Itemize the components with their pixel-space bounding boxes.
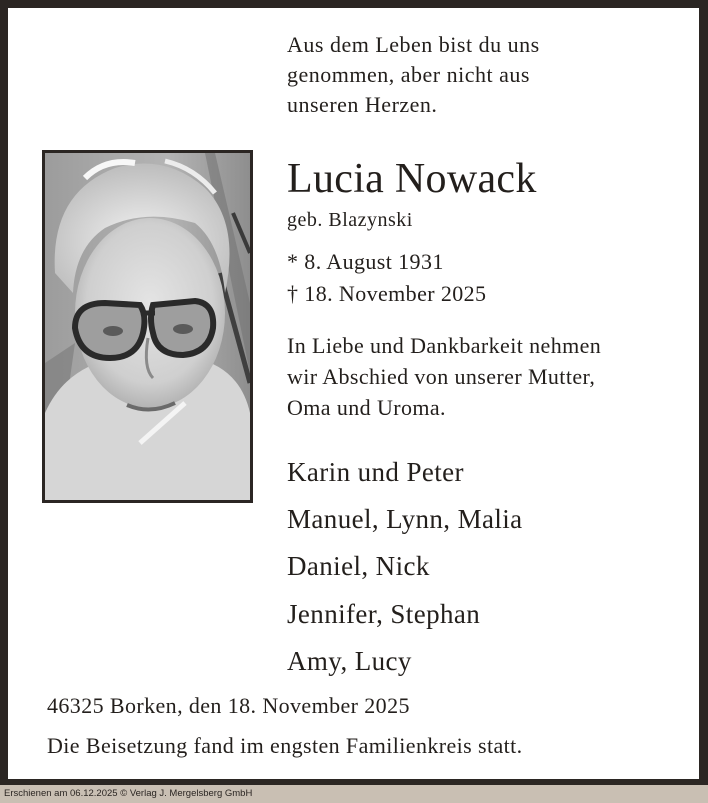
memorial-motto [287,30,540,120]
maiden-name: geb. Blazynski [287,209,413,231]
burial-note: Die Beisetzung fand im engsten Familienkreis statt. [47,733,523,758]
motto-line: Aus dem Leben bist du uns [287,32,540,57]
death-date: † 18. November 2025 [287,281,487,306]
birth-date: * 8. August 1931 [287,249,444,274]
publication-footer: Erschienen am 06.12.2025 © Verlag J. Mergelsberg GmbH [4,788,253,799]
deceased-name: Lucia Nowack [287,156,537,202]
mourners-list [287,449,523,685]
life-dates [287,246,486,310]
motto-line: unseren Herzen. [287,92,438,117]
farewell-line: wir Abschied von unserer Mutter, [287,364,596,389]
farewell-text [287,330,601,423]
mourner-entry: Daniel, Nick [287,551,430,582]
place-and-date: 46325 Borken, den 18. November 2025 [47,693,410,718]
notice-paper [8,8,699,779]
motto-line: genommen, aber nicht aus [287,62,530,87]
farewell-line: In Liebe und Dankbarkeit nehmen [287,333,602,358]
mourner-entry: Karin und Peter [287,457,464,487]
mourner-entry: Manuel, Lynn, Malia [287,504,523,535]
farewell-line: Oma und Uroma. [287,395,446,420]
mourner-entry: Jennifer, Stephan [287,598,481,629]
mourner-entry: Amy, Lucy [287,645,412,676]
portrait-frame [42,150,253,503]
portrait-photo [45,153,250,500]
